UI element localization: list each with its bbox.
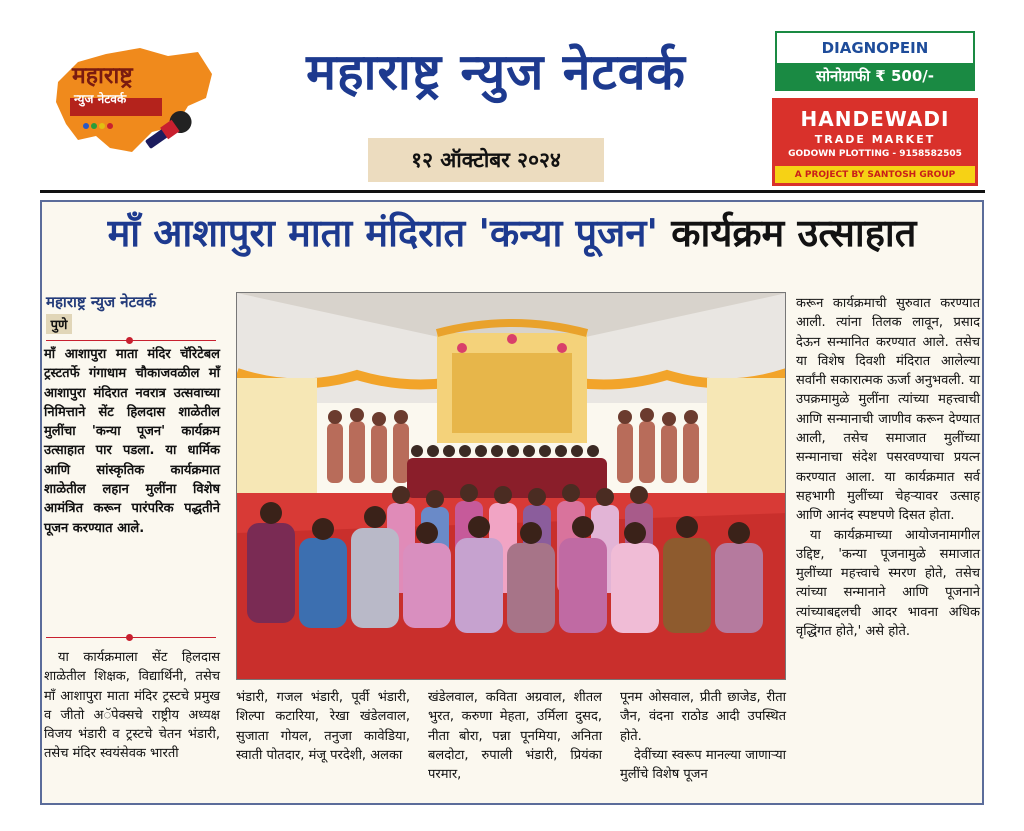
lead-divider-bottom — [46, 637, 216, 638]
event-photo — [236, 292, 786, 680]
col4-paragraph-2: देवींच्या स्वरूप मानल्या जाणाऱ्या मुलींचे विशेष पूजन — [620, 747, 786, 783]
article-lead: माँ आशापुरा माता मंदिर चॅरिटेबल ट्रस्टतर्फे गंगाधाम चौकाजवळील माँ आशापुरा मंदिरात नवरात्र उत्सवाच्या निमित्ताने सेंट हिलदास शाळेतील मुलींचा 'कन्या पूजन' कार्यक्रम उत्साहात पार पडला. या धार्मिक आणि सांस्कृतिक कार्यक्रमात शाळेतील लहान मुलींना विशेष आमंत्रित करून पारंपरिक पद्धतीने पूजन करण्यात आले. — [44, 347, 220, 536]
handewadi-phone: GODOWN PLOTTING - 9158582505 — [788, 149, 962, 159]
col4-paragraph-1: पूनम ओसवाल, प्रीती छाजेड, रीता जैन, वंदना राठोड आदी उपस्थित होते. — [620, 690, 786, 744]
handewadi-ad[interactable] — [772, 98, 978, 186]
article-column-3: खंडेलवाल, कविता अग्रवाल, शीतल भुरत, करुणा मेहता, उर्मिला दुसद, नीता बोरा, पन्ना पूनमिया, अनिता बलदोटा, रुपाली भंडारी, प्रियंका परमार, — [428, 690, 602, 783]
headline-dark: कार्यक्रम उत्साहात — [671, 211, 917, 255]
headline-blue: माँ आशापुरा माता मंदिरात 'कन्या पूजन' — [107, 211, 659, 255]
group-photo-image — [237, 293, 786, 680]
diagnopein-brand: DIAGNOPEIN — [821, 39, 929, 57]
col5-paragraph-1: करून कार्यक्रमाची सुरुवात करण्यात आली. त्यांना तिलक लावून, प्रसाद देऊन सन्मानित करण्यात आले. तसेच या विशेष दिवशी मंदिरात आलेल्या सर्वांनी सकारात्मक ऊर्जा अनुभवली. या उपक्रमामुळे मुलींना त्यांच्या महत्त्वाची आणि सन्मानाची जाणीव करून देण्यात आली, तसेच समाजात मुलींच्या सन्मानाचा संदेश पसरवण्याचा प्रयत्न करण्यात आला. या कार्यक्रमात सर्व सहभागी मुलींच्या चेहऱ्यावर उत्साह आणि आनंद स्पष्टपणे दिसत होता. — [796, 296, 980, 524]
handewadi-project: A PROJECT BY SANTOSH GROUP — [775, 166, 975, 183]
article-column-1: या कार्यक्रमाला सेंट हिलदास शाळेतील शिक्षक, विद्यार्थिनी, तसेच माँ आशापुरा माता मंदिर ट्रस्टचे प्रमुख व जीतो अॅपेक्सचे राष्ट्रीय अध्यक्ष विजय भंडारी व ट्रस्टचे चेतन भंडारी, तसेच मंदिर स्वयंसेवक भारती — [44, 650, 220, 762]
diagnopein-offer: सोनोग्राफी ₹ 500/- — [777, 63, 973, 89]
dateline: पुणे — [46, 314, 72, 334]
handewadi-name: HANDEWADI — [800, 107, 950, 131]
lead-divider-top — [46, 340, 216, 341]
newspaper-logo — [48, 40, 216, 160]
article-column-5 — [796, 294, 980, 641]
issue-date: १२ ऑक्टोबर २०२४ — [368, 138, 604, 182]
handewadi-subtitle: TRADE MARKET — [814, 133, 936, 146]
logo-subtitle: न्युज नेटवर्क — [74, 92, 127, 106]
diagnopein-ad[interactable] — [775, 31, 975, 91]
site-title: महाराष्ट्र न्युज नेटवर्क — [306, 43, 686, 101]
col5-paragraph-2: या कार्यक्रमाच्या आयोजनामागील उद्दिष्ट, 'कन्या पूजनामुळे समाजात मुलींच्या महत्त्वाचे स्मरण होते, तसेच त्यांच्या सन्मानाने आणि पूजनाने त्यांच्याबद्दलची आदर भावना अधिक वृद्धिंगत होते,' असे होते. — [796, 527, 980, 640]
masthead-divider — [40, 190, 985, 193]
byline: महाराष्ट्र न्युज नेटवर्क — [46, 293, 157, 311]
logo-title: महाराष्ट्र — [72, 63, 133, 89]
article-column-2: भंडारी, गजल भंडारी, पूर्वी भंडारी, शिल्पा कटारिया, रेखा खंडेलवाल, सुजाता गोयल, तनुजा कावेडिया, स्वाती पोतदार, मंजू परदेशी, अलका — [236, 690, 410, 763]
article-headline — [40, 206, 984, 258]
article-column-4 — [620, 688, 786, 784]
